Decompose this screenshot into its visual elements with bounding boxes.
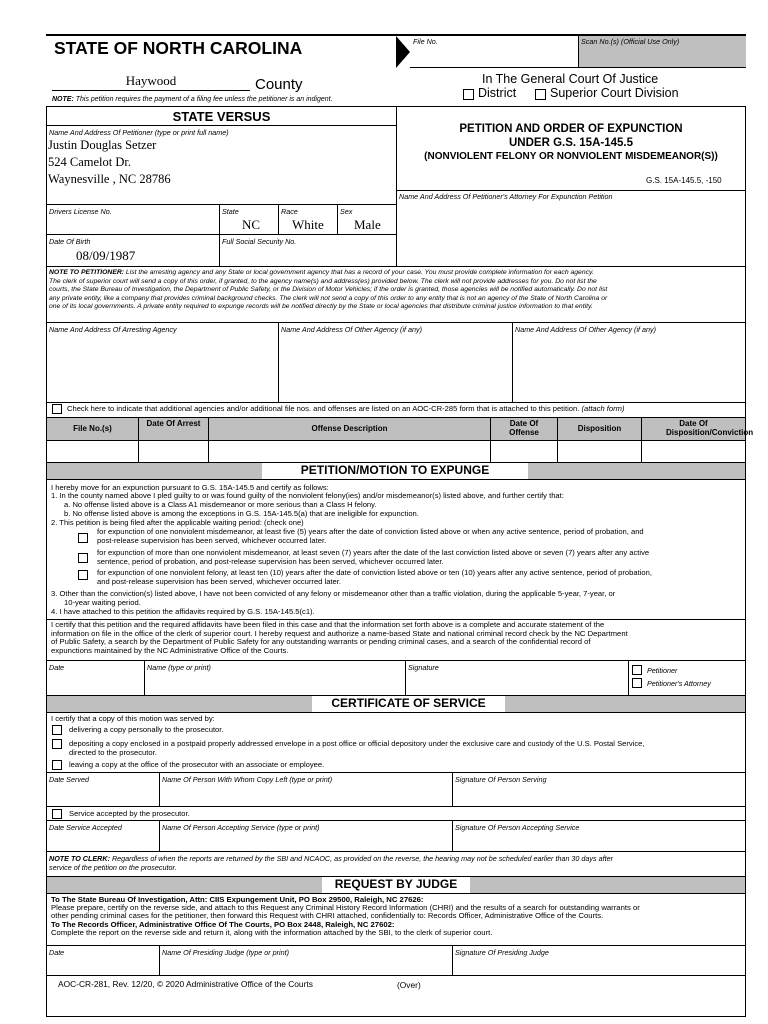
petition-signature-label: Signature [408,663,439,672]
petition-date-label: Date [49,663,65,672]
petition-item-1: 1. In the county named above I pled guilty to or was found guilty of the nonviolent felony(ies) and/or misdemeanor(s) listed above, and further certify that: [51,491,564,500]
service-personal-text: delivering a copy personally to the prosecutor. [69,725,224,734]
col-file-no: File No.(s) [73,424,112,433]
form-title-3: (NONVIOLENT FELONY OR NONVIOLENT MISDEMEANOR(S)) [424,151,718,162]
petitioner-address1[interactable]: 524 Camelot Dr. [48,155,131,169]
attorney-checkbox[interactable] [632,678,642,688]
form-title-2: UNDER G.S. 15A-145.5 [509,137,633,149]
service-accepted-checkbox[interactable] [52,809,62,819]
form-title-1: PETITION AND ORDER OF EXPUNCTION [459,123,683,135]
additional-agencies-text: Check here to indicate that additional agencies and/or additional file nos. and offenses are listed on an AOC-CR-285 form that is attached to this petition. (attach form) [67,404,625,413]
date-accepted-label: Date Service Accepted [49,823,122,832]
attorney-role-label: Petitioner's Attorney [647,679,711,688]
petitioner-label: Name And Address Of Petitioner (type or print full name) [49,128,229,137]
state-versus-title: STATE VERSUS [172,109,271,124]
file-no-label: File No. [413,37,438,46]
waiting-period-7yr-checkbox[interactable] [78,553,88,563]
additional-agencies-checkbox[interactable] [52,404,62,414]
court-title: In The General Court Of Justice [482,72,659,86]
county-value[interactable]: Haywood [125,73,177,88]
service-title: CERTIFICATE OF SERVICE [331,696,486,710]
judge-date-label: Date [49,948,65,957]
state-value[interactable]: NC [242,217,261,232]
date-served-label: Date Served [49,775,89,784]
dob-label: Date Of Birth [49,237,91,246]
sex-value[interactable]: Male [354,217,381,232]
petitioner-address2[interactable]: Waynesville , NC 28786 [48,172,171,186]
sig-accepting-label: Signature Of Person Accepting Service [455,823,580,832]
judge-request-text: To The State Bureau Of Investigation, Attn: CIIS Expungement Unit, PO Box 29500, Raleigh, NC 27626: Please prepare, certify on the reverse side, and attach to this Request any Criminal History Record Information (CHRI) and the results of a search for outstanding warrants or other pending criminal cases for the petitioner, then forward this Request with CHRI attached, confidentially to: Records Officer, Administrative Office of the Courts. To The Records Officer, Administrative Office Of The Courts, PO Box 2448, Raleigh, NC 27602: Complete the report on the reverse side and return it, along with the information attached by the SBI, to the clerk of superior court. [51,895,640,937]
note-to-petitioner: NOTE TO PETITIONER: List the arresting agency and any State or local government agency that has a record of your case. You must provide complete information for each agency. The clerk of superior court will send a copy of this order, if granted, to the agency name(s) and address(es) provided below. The clerk will not provide addresses for you. Do not list the courts, the State Bureau of Investigation, the Department of Public Safety, or the Division of Motor Vehicles; if the order is granted, those agencies will be notified automatically. Do not list any private entity, like a company that provides criminal background checks. The clerk will not send a copy of this order to any entity that is not an agency of the State of North Carolina or one of its local governments. A private entity required to expunge records will be notified directly by the State or local agencies that distribute criminal justice information to that entity. [49,269,608,310]
col-date-of-arrest: Date Of Arrest [146,419,201,428]
service-personal-checkbox[interactable] [52,725,62,735]
service-office-text: leaving a copy at the office of the prosecutor with an associate or employee. [69,760,325,769]
col-date-of-offense: Date Of Offense [509,419,539,437]
over-label: (Over) [397,980,421,990]
petition-item-4: 4. I have attached to this petition the affidavits required by G.S. 15A-145.5(c1). [51,607,315,616]
service-accepted-text: Service accepted by the prosecutor. [69,809,190,818]
statute-ref: G.S. 15A-145.5, -150 [646,176,722,185]
waiting-period-7yr-text: for expunction of more than one nonviolent misdemeanor, at least seven (7) years after the date of the last conviction listed above or seven (7) years after any active sentence, period of probation, and post-release supervision has been served, whichever occurred later. [97,548,650,566]
sex-label: Sex [340,207,353,216]
state-label: State [222,207,239,216]
petition-name-label: Name (type or print) [147,663,211,672]
petitioner-name[interactable]: Justin Douglas Setzer [48,138,157,152]
race-value[interactable]: White [292,217,324,232]
petition-intro: I hereby move for an expunction pursuant to G.S. 15A-145.5 and certify as follows: [51,483,329,492]
state-title: STATE OF NORTH CAROLINA [54,38,303,58]
scan-no-label: Scan No.(s) (Official Use Only) [581,37,680,46]
service-intro: I certify that a copy of this motion was served by: [51,714,215,723]
name-copy-left-label: Name Of Person With Whom Copy Left (type or print) [162,775,333,784]
col-offense-description: Offense Description [311,424,388,433]
petition-item-3: 3. Other than the conviction(s) listed above, I have not been convicted of any felony or misdemeanor other than a traffic violation, during the applicable 5-year, 7-year, or 10-year waiting period. [51,589,616,607]
ssn-label: Full Social Security No. [222,237,297,246]
petition-item-1a: a. No offense listed above is a Class A1 misdemeanor or more serious than a Class H felony. [64,500,377,509]
form-number: AOC-CR-281, Rev. 12/20, © 2020 Administrative Office of the Courts [58,979,313,989]
sig-serving-label: Signature Of Person Serving [455,775,547,784]
waiting-period-10yr-checkbox[interactable] [78,570,88,580]
judge-name-label: Name Of Presiding Judge (type or print) [162,948,290,957]
other-agency-label-1: Name And Address Of Other Agency (if any) [281,325,423,334]
note-to-clerk: NOTE TO CLERK: Regardless of when the reports are returned by the SBI and NCAOC, as provided on the reverse, the hearing may not be scheduled earlier than 30 days after service of the petition on the prosecutor. [49,854,613,872]
petitioner-role-label: Petitioner [647,666,678,675]
petition-item-1b: b. No offense listed above is among the exceptions in G.S. 15A-145.5(a) that are ineligible for expunction. [64,509,419,518]
petition-item-2: 2. This petition is being filed after the applicable waiting period: (check one) [51,518,304,527]
arrow-icon [396,36,410,68]
judge-title: REQUEST BY JUDGE [334,877,458,891]
superior-checkbox[interactable] [535,89,546,100]
service-mail-text: depositing a copy enclosed in a postpaid properly addressed envelope in a post office or official depository under the exclusive care and custody of the U.S. Postal Service, directed to the prosecutor. [69,739,645,757]
waiting-period-10yr-text: for expunction of one nonviolent felony, at least ten (10) years after the date of conviction listed above or ten (10) years after any active sentence, period of probation, and post-release supervision has been served, whichever occurred later. [97,568,652,586]
arresting-agency-label: Name And Address Of Arresting Agency [49,325,177,334]
petitioner-checkbox[interactable] [632,665,642,675]
petition-title: PETITION/MOTION TO EXPUNGE [300,463,490,477]
petition-certification: I certify that this petition and the required affidavits have been filed in this case and that the information set forth above is a complete and accurate statement of the information on file in the office of the clerk of superior court. I hereby request and authorize a name-based State and national criminal record check by the NC Department of Public Safety, a search by the Department of Public Safety for any outstanding warrants or pending criminal cases, and a search of the confidential record of expunctions maintained by the NC Administrative Office of the Courts. [51,620,628,655]
other-agency-label-2: Name And Address Of Other Agency (if any) [515,325,657,334]
county-label: County [255,76,303,93]
judge-signature-label: Signature Of Presiding Judge [455,948,549,957]
col-disposition: Disposition [577,424,622,433]
name-accepting-label: Name Of Person Accepting Service (type or print) [162,823,320,832]
waiting-period-5yr-text: for expunction of one nonviolent misdemeanor, at least five (5) years after the date of conviction listed above or when any active sentence, period of probation, and post-release supervision has been served, whichever occurred later. [97,527,644,545]
service-office-checkbox[interactable] [52,760,62,770]
district-checkbox[interactable] [463,89,474,100]
col-date-of-disposition: Date Of Disposition/Conviction [666,419,754,437]
attorney-label: Name And Address Of Petitioner's Attorney For Expunction Petition [399,192,613,201]
district-label: District [478,86,517,100]
superior-label: Superior Court Division [550,86,679,100]
waiting-period-5yr-checkbox[interactable] [78,533,88,543]
fee-note: NOTE: This petition requires the payment of a filing fee unless the petitioner is an indigent. [52,96,333,103]
dob-value[interactable]: 08/09/1987 [76,248,136,263]
service-mail-checkbox[interactable] [52,739,62,749]
drivers-license-label: Drivers License No. [49,207,112,216]
race-label: Race [281,207,298,216]
